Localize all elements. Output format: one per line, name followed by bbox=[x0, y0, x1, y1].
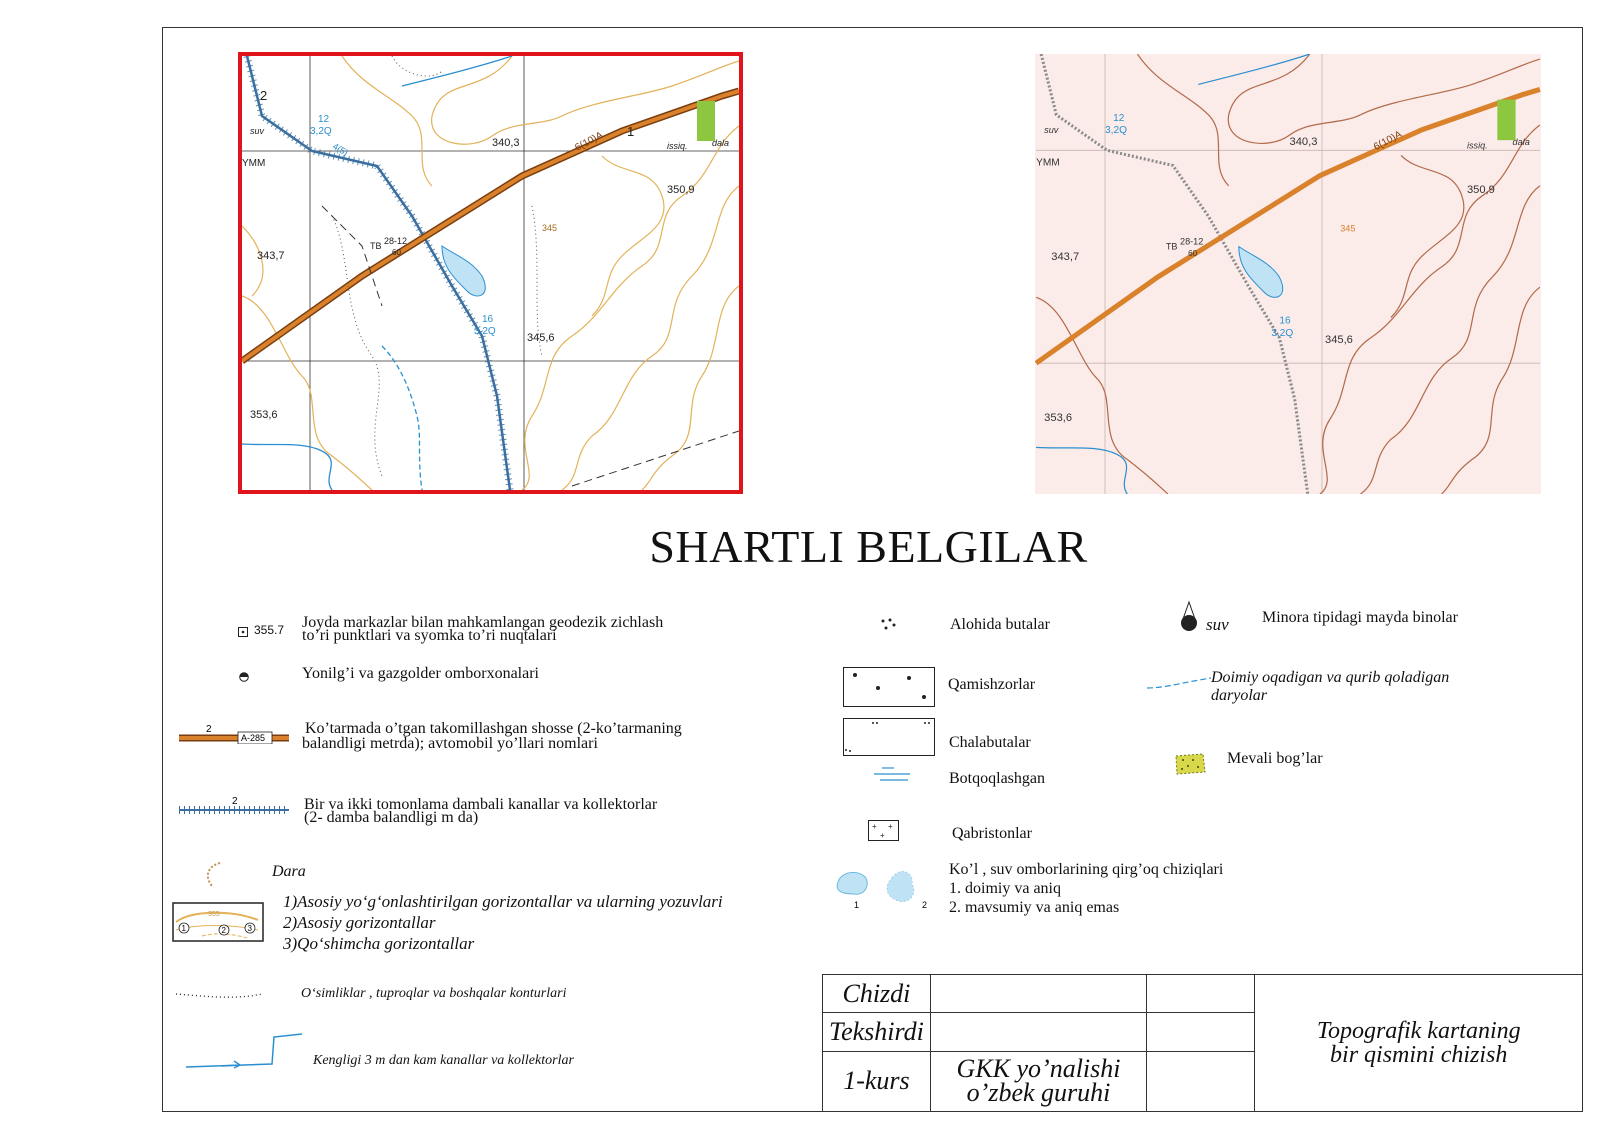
map-canal-frac-bot: 60 bbox=[392, 248, 401, 257]
map-right-canal-frac-bot: 60 bbox=[1188, 248, 1198, 258]
orchards-text: Mevali bog’lar bbox=[1227, 750, 1323, 767]
stamp-course-label: 1-kurs bbox=[823, 1051, 931, 1111]
canal-dam-text-1: Bir va ikki tomonlama dambali kanallar va kollektorlar bbox=[304, 796, 658, 813]
map-elev-345: 345,6 bbox=[527, 332, 555, 344]
map-elev-350: 350,9 bbox=[667, 184, 695, 196]
contours-text-1: 1)Asosiy yo‘g‘onlashtirilgan gorizontallar va ularning yozuvlari bbox=[283, 892, 723, 911]
stamp-group-line-1: GKK yo’nalishi bbox=[956, 1054, 1121, 1084]
map-right-contours bbox=[1036, 54, 1540, 494]
map-panel-left bbox=[238, 52, 743, 494]
map-tb-label: TB bbox=[370, 241, 382, 251]
geodetic-value: 355.7 bbox=[254, 623, 285, 637]
lake-shape bbox=[442, 246, 485, 296]
highway-symbol bbox=[179, 724, 291, 749]
lakes-text-3: 2. mavsumiy va aniq emas bbox=[949, 899, 1120, 916]
map-water-frac1-top: 12 bbox=[318, 114, 330, 125]
lake-sym-n1: 1 bbox=[854, 900, 860, 910]
stamp-checked-label: Tekshirdi bbox=[823, 1013, 931, 1051]
orchard-icon bbox=[1173, 752, 1207, 781]
small-canal-symbol bbox=[184, 1031, 304, 1076]
map-water-frac2-top: 16 bbox=[482, 314, 494, 325]
stamp-checked-sign bbox=[1147, 1013, 1255, 1051]
map-road-label: 6(10)A bbox=[573, 129, 605, 154]
map-right-contour-345: 345 bbox=[1340, 223, 1356, 234]
map-left-svg bbox=[242, 56, 739, 490]
stamp-drawn-sign bbox=[1147, 975, 1255, 1013]
canal-dam-text-2: (2- damba balandligi m da) bbox=[304, 809, 479, 826]
map-elev-343: 343,7 bbox=[257, 250, 285, 262]
map-right-svg bbox=[1035, 54, 1541, 494]
map-contour-345: 345 bbox=[542, 223, 558, 233]
river-symbol bbox=[1145, 676, 1213, 697]
map-water-frac2-bot: 3,2Q bbox=[474, 326, 496, 337]
map-water-label: 4(5) bbox=[331, 141, 350, 158]
map-right-orchard bbox=[1497, 100, 1515, 141]
map-right-suv-label: suv bbox=[1044, 125, 1059, 136]
map-number-2: 2 bbox=[260, 88, 268, 103]
map-right-elev-345: 345,6 bbox=[1325, 333, 1353, 346]
stamp-title bbox=[1255, 975, 1583, 1112]
map-right-water-frac2-top: 16 bbox=[1279, 315, 1291, 327]
tower-label: suv bbox=[1206, 615, 1229, 634]
highway-height: 2 bbox=[206, 724, 212, 735]
map-dala-label: dala bbox=[712, 138, 730, 148]
fuel-depot-icon bbox=[239, 669, 249, 687]
dirt-roads bbox=[322, 206, 739, 486]
map-right-elev-353: 353,6 bbox=[1044, 412, 1073, 425]
map-right-water-frac2-bot: 3,2Q bbox=[1271, 327, 1294, 339]
tower-text: Minora tipidagi mayda binolar bbox=[1262, 609, 1458, 626]
map-right-elev-340: 340,3 bbox=[1289, 136, 1318, 149]
lakes-text-2: 1. doimiy va aniq bbox=[949, 880, 1061, 897]
swamp-text: Botqoqlashgan bbox=[949, 770, 1045, 787]
contours-symbol bbox=[172, 902, 264, 947]
legend-title: SHARTLI BELGILAR bbox=[649, 521, 1088, 572]
swamp-icon bbox=[872, 765, 912, 788]
stamp-group-line-2: o’zbek guruhi bbox=[966, 1078, 1111, 1108]
stamp-drawn-label: Chizdi bbox=[823, 975, 931, 1013]
highway-text-1: Ko’tarmada o’tgan takomillashgan shosse (2-ko’tarmaning bbox=[305, 720, 682, 737]
stamp-checked-name bbox=[930, 1013, 1146, 1051]
canal-dam-height: 2 bbox=[232, 796, 238, 807]
cemetery-icon bbox=[868, 820, 900, 847]
shrubs-text: Alohida butalar bbox=[950, 616, 1050, 633]
stamp-title-line-2: bir qismini chizish bbox=[1330, 1042, 1508, 1068]
stamp-title-line-1: Topografik kartaning bbox=[1316, 1018, 1521, 1044]
map-right-elev-343: 343,7 bbox=[1051, 250, 1080, 263]
map-right-lake bbox=[1239, 247, 1283, 298]
svg-text:+: + bbox=[880, 831, 885, 840]
stamp-course-sign bbox=[1147, 1051, 1255, 1111]
reeds-text: Qamishzorlar bbox=[948, 676, 1036, 693]
contours-text-3: 3)Qo‘shimcha gorizontallar bbox=[283, 934, 475, 953]
map-elev-353: 353,6 bbox=[250, 409, 278, 421]
lake-sym-n2: 2 bbox=[922, 900, 928, 910]
title-block bbox=[822, 974, 1583, 1112]
contours-text-2: 2)Asosiy gorizontallar bbox=[283, 913, 436, 932]
map-suv-label: suv bbox=[250, 126, 265, 136]
shrubs-icon bbox=[880, 617, 898, 636]
map-right-issiq-label: issiq. bbox=[1466, 140, 1488, 151]
map-canal-frac-top: 28-12 bbox=[384, 236, 408, 246]
orchard-patch bbox=[697, 101, 715, 141]
map-number-1: 1 bbox=[627, 124, 635, 139]
map-ymm-label: YMM bbox=[242, 158, 266, 169]
map-elev-340: 340,3 bbox=[492, 137, 520, 149]
reeds-symbol bbox=[843, 667, 935, 712]
map-grid bbox=[242, 56, 739, 490]
contours-sym-value: 355 bbox=[208, 911, 220, 918]
vegetation-contours bbox=[332, 56, 542, 476]
vegetation-contour-symbol bbox=[174, 988, 266, 1007]
map-water-frac1-bot: 3,2Q bbox=[310, 126, 332, 137]
vegetation-contours-text: O‘simliklar , tuproqlar va boshqalar konturlari bbox=[301, 986, 567, 1001]
cemetery-text: Qabristonlar bbox=[952, 825, 1032, 842]
ravine-text: Dara bbox=[272, 863, 306, 880]
scrub-text: Chalabutalar bbox=[949, 734, 1031, 751]
lake-symbols bbox=[832, 868, 942, 923]
svg-text:+: + bbox=[872, 822, 877, 831]
lakes-text-1: Ko’l , suv omborlarining qirg’oq chiziqlari bbox=[949, 861, 1224, 878]
ravine-icon bbox=[202, 860, 224, 895]
canal-dam-symbol bbox=[179, 796, 291, 821]
geodetic-text-1: Joyda markazlar bilan mahkamlangan geodezik zichlash bbox=[302, 614, 664, 631]
map-right-road-label: 6(10)A bbox=[1371, 128, 1404, 153]
contours-sym-n3: 3 bbox=[247, 924, 252, 933]
highway-text-2: balandligi metrda); avtomobil yo’llari nomlari bbox=[302, 735, 598, 752]
contour-lines bbox=[242, 56, 739, 490]
map-right-tb-label: TB bbox=[1165, 241, 1178, 252]
fuel-text: Yonilg’i va gazgolder omborxonalari bbox=[302, 665, 539, 682]
geodetic-text-2: to’ri punktlari va syomka to’ri nuqtalari bbox=[302, 627, 557, 644]
map-right-dala-label: dala bbox=[1512, 137, 1530, 148]
geodetic-point-icon bbox=[238, 624, 248, 642]
tower-icon bbox=[1177, 600, 1201, 637]
svg-text:+: + bbox=[888, 822, 893, 831]
scrub-symbol bbox=[843, 718, 935, 761]
rivers-text-1: Doimiy oqadigan va qurib qoladigan bbox=[1211, 669, 1450, 686]
map-right-water-frac1-bot: 3,2Q bbox=[1105, 125, 1127, 137]
map-panel-right bbox=[1035, 54, 1541, 494]
small-canals-text: Kengligi 3 m dan kam kanallar va kollektorlar bbox=[313, 1053, 574, 1068]
map-right-water-frac1-top: 12 bbox=[1113, 112, 1125, 124]
map-right-elev-350: 350,9 bbox=[1466, 183, 1495, 196]
contours-sym-n1: 1 bbox=[181, 924, 186, 933]
map-issiq-label: issiq. bbox=[667, 141, 688, 151]
map-right-grid bbox=[1036, 54, 1540, 494]
rivers-text-2: daryolar bbox=[1211, 687, 1267, 704]
map-right-ymm-label: YMM bbox=[1036, 157, 1060, 169]
contours-sym-n2: 2 bbox=[221, 926, 226, 935]
stamp-drawn-name bbox=[930, 975, 1146, 1013]
map-right-canal-frac-top: 28-12 bbox=[1180, 236, 1204, 247]
highway-road-name: A-285 bbox=[241, 733, 266, 743]
stamp-group bbox=[930, 1051, 1146, 1111]
